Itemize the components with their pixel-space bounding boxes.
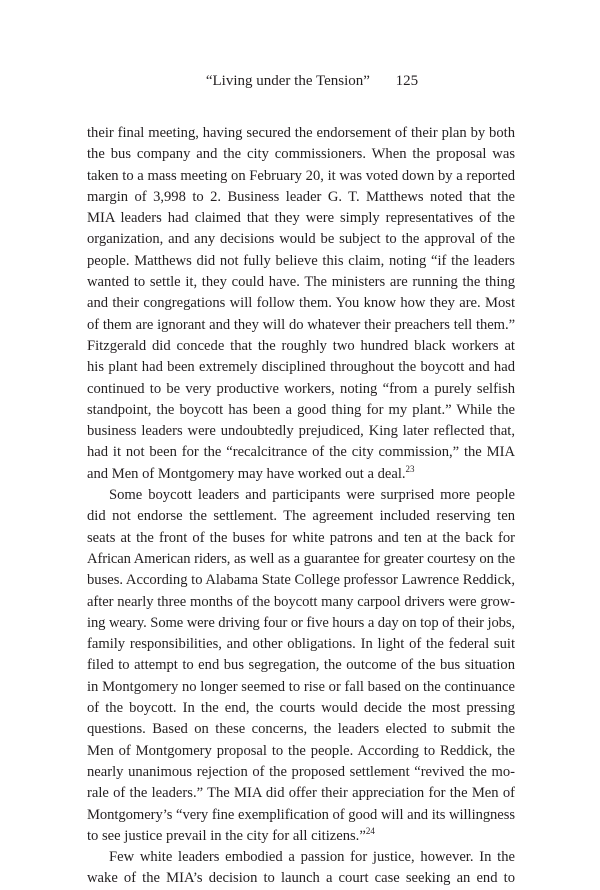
paragraph <box>87 847 515 890</box>
text-line <box>87 805 515 826</box>
line-text: to see justice prevail in the city for all citizens.” <box>87 827 366 844</box>
line-text: MIA leaders had claimed that they were simply representatives of the <box>87 210 515 227</box>
line-text: Montgomery’s “very fine exemplification of good will and its willingness <box>87 806 515 823</box>
text-line <box>87 570 515 591</box>
text-line <box>87 442 515 463</box>
text-line <box>87 379 515 400</box>
running-header <box>0 73 600 90</box>
text-line <box>87 251 515 272</box>
line-text: nearly unanimous rejection of the proposed settlement “revived the mo- <box>87 763 515 780</box>
line-text: business leaders were undoubtedly prejudiced, King later reflected that, <box>87 423 515 440</box>
text-line <box>87 336 515 357</box>
text-line <box>87 762 515 783</box>
text-line <box>87 293 515 314</box>
text-line <box>87 655 515 676</box>
line-text: seats at the front of the buses for white patrons and ten at the back for <box>87 529 515 546</box>
line-text: rale of the leaders.” The MIA did offer their appreciation for the Men of <box>87 785 515 802</box>
line-text: buses. According to Alabama State College professor Lawrence Reddick, <box>87 572 515 589</box>
line-text: of the boycott. In the end, the courts would decide the most pressing <box>87 700 515 717</box>
text-line <box>87 166 515 187</box>
line-text: ing weary. Some were driving four or five hours a day on top of their jobs, <box>87 614 515 631</box>
text-line <box>87 357 515 378</box>
line-text: wake of the MIA’s decision to launch a court case seeking an end to <box>87 870 515 887</box>
line-text: family responsibilities, and other obligations. In light of the federal suit <box>87 636 515 653</box>
line-text: questions. Based on these concerns, the leaders elected to submit the <box>87 721 515 738</box>
text-line <box>87 528 515 549</box>
line-text: African American riders, as well as a guarantee for greater courtesy on the <box>87 550 515 567</box>
line-text: their final meeting, having secured the endorsement of their plan by both <box>87 125 515 141</box>
text-line <box>87 847 515 868</box>
line-text: and Men of Montgomery may have worked out a deal. <box>87 465 406 482</box>
line-text: Men of Montgomery proposal to the people. According to Reddick, the <box>87 742 515 759</box>
text-line <box>87 549 515 570</box>
line-text: and their congregations will follow them. You know how they are. Most <box>87 295 515 312</box>
text-line <box>87 229 515 250</box>
line-text: of them are ignorant and they will do whatever their preachers tell them.” <box>87 316 515 333</box>
paragraph <box>87 123 515 485</box>
text-line <box>87 315 515 336</box>
line-text: standpoint, the boycott has been a good thing for my plant.” While the <box>87 401 515 418</box>
text-line <box>87 187 515 208</box>
line-text: his plant had been extremely disciplined throughout the boycott and had <box>87 359 515 376</box>
line-text: after nearly three months of the boycott many carpool drivers were grow- <box>87 593 515 610</box>
text-line <box>87 464 515 485</box>
running-title: “Living under the Tension” <box>205 73 370 89</box>
footnote-reference[interactable]: 23 <box>405 463 415 474</box>
body-text <box>87 123 515 890</box>
paragraph <box>87 485 515 847</box>
text-line <box>87 741 515 762</box>
text-line <box>87 485 515 506</box>
line-text: filed to attempt to end bus segregation, the outcome of the bus situation <box>87 657 515 674</box>
line-text: had it not been for the “recalcitrance of the city commission,” the MIA <box>87 444 515 461</box>
text-line <box>87 506 515 527</box>
text-line <box>87 144 515 165</box>
line-text: Fitzgerald did concede that the roughly two hundred black workers at <box>87 337 515 354</box>
line-text: Few white leaders embodied a passion for justice, however. In the <box>109 849 515 866</box>
line-text: wanted to settle it, they could have. The ministers are running the thing <box>87 274 515 291</box>
line-text: organization, and any decisions would be subject to the approval of the <box>87 231 515 248</box>
text-line <box>87 698 515 719</box>
text-line <box>87 634 515 655</box>
text-line <box>87 272 515 293</box>
line-text: continued to be very productive workers, noting “from a purely selfish <box>87 380 515 397</box>
footnote-reference[interactable]: 24 <box>365 825 375 836</box>
text-line <box>87 421 515 442</box>
text-line <box>87 208 515 229</box>
text-line <box>87 783 515 804</box>
text-line <box>87 400 515 421</box>
text-line <box>87 719 515 740</box>
line-text: in Montgomery no longer seemed to rise or fall based on the continuance <box>87 678 515 695</box>
line-text: Some boycott leaders and participants were surprised more people <box>109 487 515 504</box>
line-text: taken to a mass meeting on February 20, it was voted down by a reported <box>87 167 515 184</box>
line-text: people. Matthews did not fully believe this claim, noting “if the leaders <box>87 252 515 269</box>
text-line <box>87 868 515 889</box>
text-line <box>87 613 515 634</box>
line-text: did not endorse the settlement. The agreement included reserving ten <box>87 508 515 525</box>
text-line <box>87 826 515 847</box>
text-line <box>87 123 515 144</box>
line-text: margin of 3,998 to 2. Business leader G. T. Matthews noted that the <box>87 188 515 205</box>
page-number: 125 <box>395 73 419 89</box>
text-line <box>87 677 515 698</box>
line-text: the bus company and the city commissioners. When the proposal was <box>87 146 515 163</box>
text-line <box>87 592 515 613</box>
